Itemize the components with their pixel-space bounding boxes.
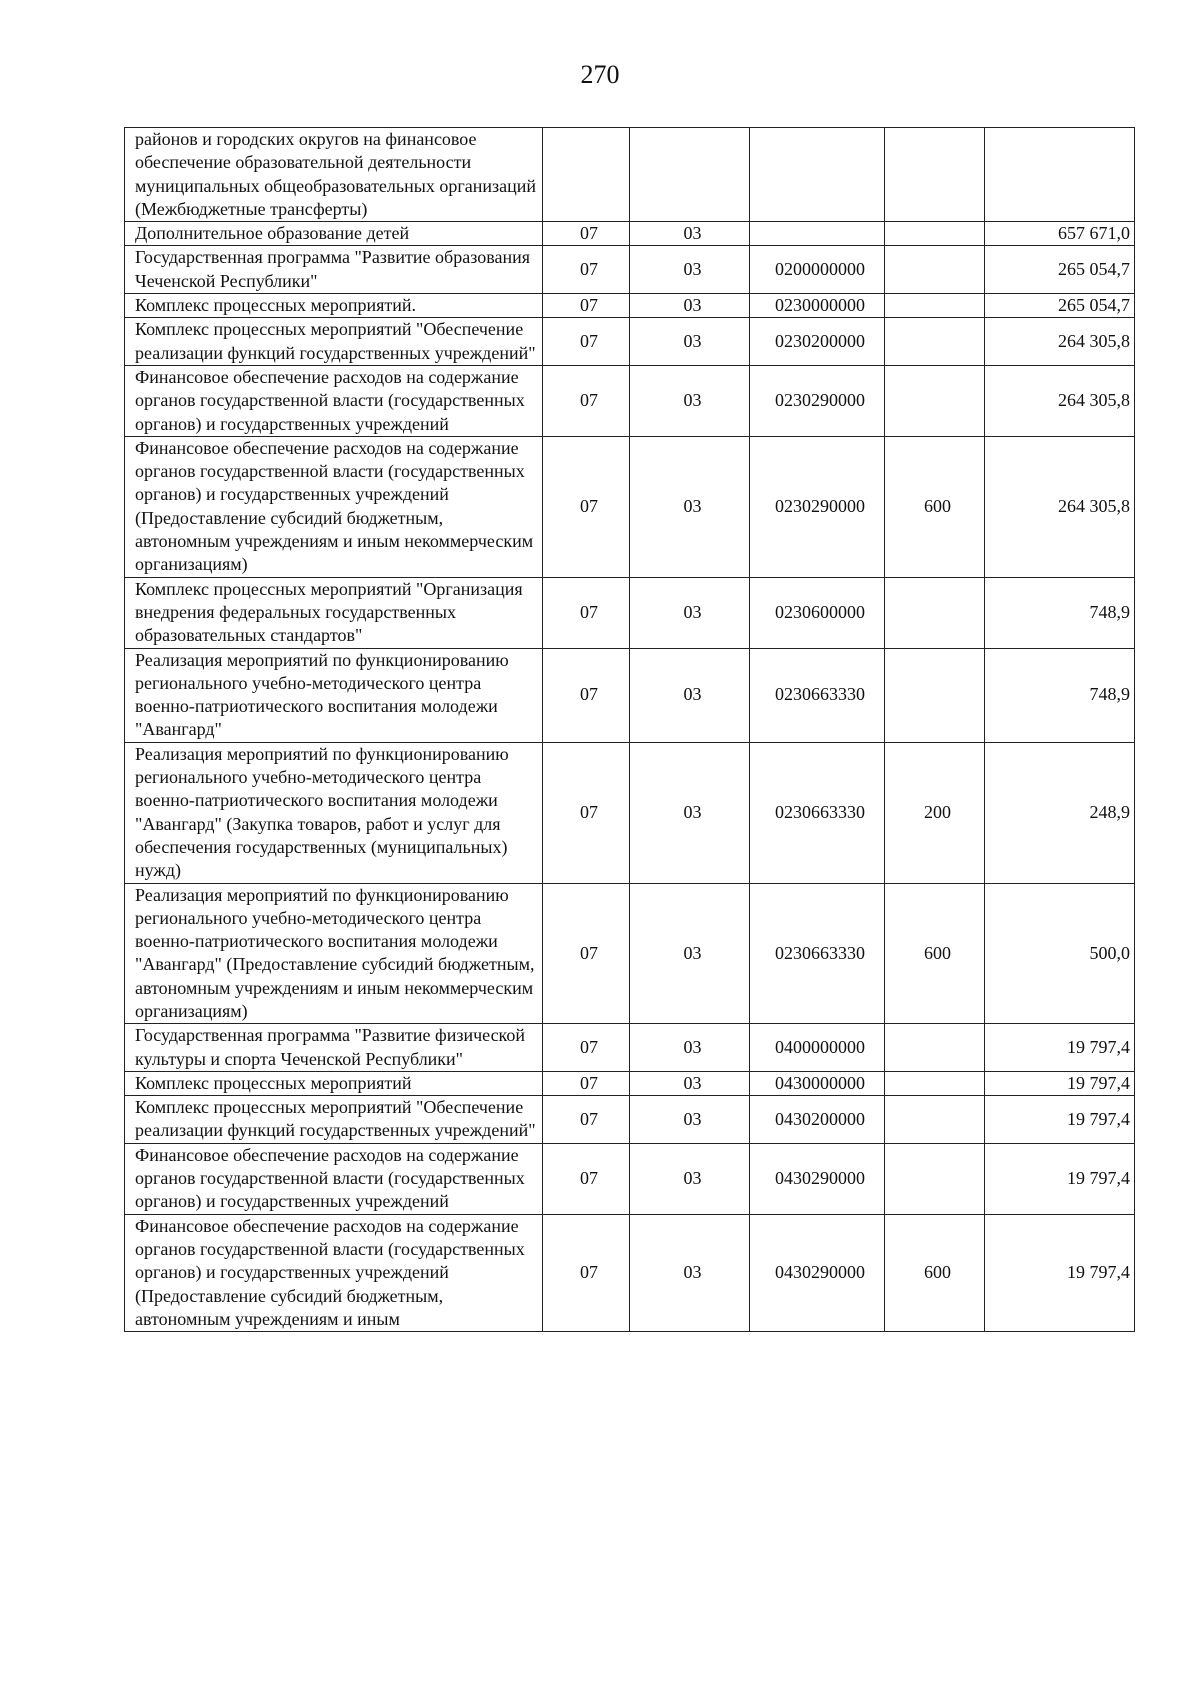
cell-subsection: 03 [630,1096,750,1144]
cell-name: Государственная программа "Развитие физической культуры и спорта Чеченской Республики" [125,1024,543,1072]
cell-target-article: 0230000000 [750,294,885,318]
cell-expense-type: 600 [885,436,985,577]
cell-name: Финансовое обеспечение расходов на содержание органов государственной власти (государственных органов) и государственных учреждений (Предоставление субсидий бюджетным, автономным учреждениям и иным некоммерческим организациям) [125,436,543,577]
cell-section: 07 [543,318,630,366]
cell-amount: 264 305,8 [985,365,1135,436]
cell-expense-type [885,294,985,318]
cell-name: Финансовое обеспечение расходов на содержание органов государственной власти (государственных органов) и государственных учреждений [125,1143,543,1214]
cell-section: 07 [543,742,630,883]
cell-section: 07 [543,294,630,318]
cell-expense-type [885,128,985,222]
cell-target-article: 0230200000 [750,318,885,366]
cell-expense-type [885,1143,985,1214]
cell-section: 07 [543,1024,630,1072]
cell-amount: 265 054,7 [985,294,1135,318]
cell-name: районов и городских округов на финансовое обеспечение образовательной деятельности муниципальных общеобразовательных организаций (Межбюджетные трансферты) [125,128,543,222]
table-row [125,742,1135,883]
cell-name: Реализация мероприятий по функционированию регионального учебно-методического центра военно-патриотического воспитания молодежи "Авангард" (Закупка товаров, работ и услуг для обеспечения государственных (муниципальных) нужд) [125,742,543,883]
cell-name: Финансовое обеспечение расходов на содержание органов государственной власти (государственных органов) и государственных учреждений [125,365,543,436]
table-row [125,1071,1135,1095]
cell-amount: 19 797,4 [985,1071,1135,1095]
cell-section [543,128,630,222]
cell-target-article [750,222,885,246]
cell-name: Комплекс процессных мероприятий "Обеспечение реализации функций государственных учреждений" [125,318,543,366]
cell-amount: 19 797,4 [985,1096,1135,1144]
cell-section: 07 [543,222,630,246]
cell-section: 07 [543,246,630,294]
table-row [125,246,1135,294]
cell-section: 07 [543,1214,630,1331]
cell-target-article: 0430200000 [750,1096,885,1144]
cell-subsection: 03 [630,436,750,577]
cell-name: Реализация мероприятий по функционированию регионального учебно-методического центра военно-патриотического воспитания молодежи "Авангард" [125,648,543,742]
cell-amount: 265 054,7 [985,246,1135,294]
cell-target-article: 0230600000 [750,577,885,648]
budget-table [124,127,1135,1332]
cell-expense-type [885,318,985,366]
cell-section: 07 [543,365,630,436]
cell-subsection: 03 [630,318,750,366]
cell-target-article: 0400000000 [750,1024,885,1072]
table-row [125,883,1135,1024]
table-row [125,648,1135,742]
cell-target-article: 0200000000 [750,246,885,294]
cell-name: Комплекс процессных мероприятий. [125,294,543,318]
cell-subsection: 03 [630,1214,750,1331]
cell-expense-type [885,648,985,742]
cell-name: Комплекс процессных мероприятий "Организация внедрения федеральных государственных образовательных стандартов" [125,577,543,648]
cell-subsection: 03 [630,883,750,1024]
cell-subsection: 03 [630,742,750,883]
cell-amount: 264 305,8 [985,436,1135,577]
cell-subsection [630,128,750,222]
table-row [125,577,1135,648]
cell-expense-type [885,1024,985,1072]
cell-subsection: 03 [630,365,750,436]
cell-amount: 748,9 [985,577,1135,648]
cell-target-article: 0230663330 [750,883,885,1024]
cell-subsection: 03 [630,1071,750,1095]
cell-section: 07 [543,1071,630,1095]
cell-expense-type: 600 [885,1214,985,1331]
budget-table-body [125,128,1135,1332]
cell-amount: 657 671,0 [985,222,1135,246]
cell-target-article: 0430000000 [750,1071,885,1095]
table-row [125,128,1135,222]
cell-target-article: 0230663330 [750,648,885,742]
cell-name: Государственная программа "Развитие образования Чеченской Республики" [125,246,543,294]
table-row [125,222,1135,246]
cell-name: Комплекс процессных мероприятий "Обеспечение реализации функций государственных учреждений" [125,1096,543,1144]
cell-target-article: 0230290000 [750,365,885,436]
cell-target-article [750,128,885,222]
table-row [125,436,1135,577]
table-row [125,1024,1135,1072]
cell-subsection: 03 [630,222,750,246]
cell-target-article: 0230663330 [750,742,885,883]
cell-section: 07 [543,1143,630,1214]
cell-amount: 19 797,4 [985,1024,1135,1072]
cell-expense-type [885,222,985,246]
table-row [125,1096,1135,1144]
cell-expense-type [885,1071,985,1095]
cell-section: 07 [543,1096,630,1144]
cell-section: 07 [543,436,630,577]
cell-expense-type [885,365,985,436]
cell-target-article: 0430290000 [750,1143,885,1214]
cell-name: Дополнительное образование детей [125,222,543,246]
cell-name: Реализация мероприятий по функционированию регионального учебно-методического центра военно-патриотического воспитания молодежи "Авангард" (Предоставление субсидий бюджетным, автономным учреждениям и иным некоммерческим организациям) [125,883,543,1024]
table-row [125,294,1135,318]
cell-amount: 748,9 [985,648,1135,742]
cell-expense-type [885,577,985,648]
cell-subsection: 03 [630,294,750,318]
table-row [125,318,1135,366]
table-row [125,365,1135,436]
cell-amount: 500,0 [985,883,1135,1024]
cell-expense-type [885,1096,985,1144]
table-row [125,1143,1135,1214]
cell-amount: 248,9 [985,742,1135,883]
cell-name: Финансовое обеспечение расходов на содержание органов государственной власти (государственных органов) и государственных учреждений (Предоставление субсидий бюджетным, автономным учреждениям и иным [125,1214,543,1331]
cell-subsection: 03 [630,1143,750,1214]
cell-section: 07 [543,648,630,742]
cell-subsection: 03 [630,1024,750,1072]
cell-subsection: 03 [630,246,750,294]
table-row [125,1214,1135,1331]
cell-target-article: 0430290000 [750,1214,885,1331]
cell-section: 07 [543,883,630,1024]
cell-amount: 264 305,8 [985,318,1135,366]
cell-section: 07 [543,577,630,648]
cell-amount: 19 797,4 [985,1214,1135,1331]
cell-expense-type: 600 [885,883,985,1024]
cell-amount: 19 797,4 [985,1143,1135,1214]
cell-amount [985,128,1135,222]
cell-target-article: 0230290000 [750,436,885,577]
cell-subsection: 03 [630,577,750,648]
page-number: 270 [580,60,620,89]
cell-expense-type: 200 [885,742,985,883]
cell-subsection: 03 [630,648,750,742]
cell-name: Комплекс процессных мероприятий [125,1071,543,1095]
cell-expense-type [885,246,985,294]
